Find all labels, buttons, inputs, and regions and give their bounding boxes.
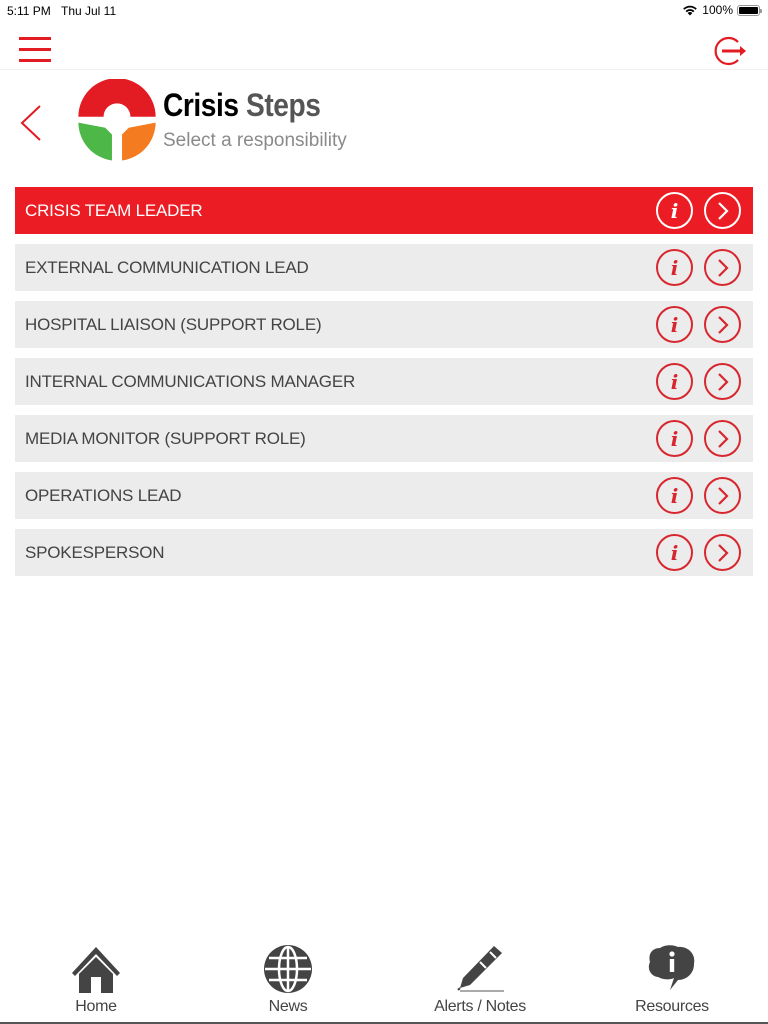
- menu-button[interactable]: [19, 37, 51, 63]
- chevron-right-icon: [716, 372, 730, 392]
- responsibility-label: SPOKESPERSON: [25, 542, 165, 562]
- next-button[interactable]: [704, 192, 741, 229]
- chevron-right-icon: [716, 201, 730, 221]
- responsibility-row[interactable]: [15, 472, 753, 519]
- info-button[interactable]: [656, 363, 693, 400]
- title-crisis: Crisis: [163, 87, 239, 123]
- tab-label: Resources: [635, 998, 709, 1015]
- responsibility-list: [15, 187, 753, 586]
- page-header: [0, 70, 768, 180]
- status-time: 5:11 PM: [7, 4, 51, 18]
- chevron-right-icon: [716, 429, 730, 449]
- tab-label: Alerts / Notes: [434, 998, 526, 1015]
- top-nav: [0, 22, 768, 70]
- tab-home[interactable]: [36, 944, 156, 1016]
- status-right: [682, 3, 760, 17]
- tab-resources[interactable]: [612, 944, 732, 1016]
- responsibility-label: EXTERNAL COMMUNICATION LEAD: [25, 257, 309, 277]
- tab-label: Home: [75, 998, 117, 1015]
- responsibility-label: INTERNAL COMMUNICATIONS MANAGER: [25, 371, 356, 391]
- chevron-right-icon: [716, 258, 730, 278]
- chevron-right-icon: [716, 543, 730, 563]
- info-icon: i: [670, 312, 679, 337]
- responsibility-label: HOSPITAL LIAISON (SUPPORT ROLE): [25, 314, 322, 334]
- info-button[interactable]: [656, 306, 693, 343]
- chevron-right-icon: [716, 486, 730, 506]
- info-button[interactable]: [656, 249, 693, 286]
- responsibility-label: CRISIS TEAM LEADER: [25, 200, 203, 220]
- responsibility-row[interactable]: [15, 529, 753, 576]
- tab-alerts-notes[interactable]: [420, 944, 540, 1016]
- next-button[interactable]: [704, 306, 741, 343]
- info-icon: i: [670, 426, 679, 451]
- battery-icon: [737, 5, 760, 16]
- responsibility-label: OPERATIONS LEAD: [25, 485, 182, 505]
- info-button[interactable]: [656, 477, 693, 514]
- info-icon: i: [670, 483, 679, 508]
- next-button[interactable]: [704, 420, 741, 457]
- battery-percent: 100%: [702, 3, 733, 17]
- wifi-icon: [682, 4, 698, 16]
- next-button[interactable]: [704, 249, 741, 286]
- crisis-steps-logo: [75, 79, 159, 163]
- pen-icon: [450, 944, 510, 994]
- responsibility-row[interactable]: [15, 358, 753, 405]
- next-button[interactable]: [704, 477, 741, 514]
- responsibility-row[interactable]: [15, 187, 753, 234]
- chevron-right-icon: [716, 315, 730, 335]
- status-bar: [0, 0, 768, 22]
- info-icon: i: [670, 540, 679, 565]
- home-icon: [70, 944, 122, 994]
- back-button[interactable]: [18, 103, 44, 143]
- responsibility-label: MEDIA MONITOR (SUPPORT ROLE): [25, 428, 306, 448]
- info-icon: i: [670, 198, 679, 223]
- brain-info-icon: [646, 944, 698, 994]
- next-button[interactable]: [704, 534, 741, 571]
- info-button[interactable]: [656, 192, 693, 229]
- hamburger-icon: [19, 37, 51, 40]
- info-button[interactable]: [656, 534, 693, 571]
- info-icon: i: [670, 255, 679, 280]
- page-title: [163, 87, 320, 124]
- globe-icon: [262, 944, 314, 994]
- hamburger-line: [19, 48, 51, 51]
- info-icon: i: [670, 369, 679, 394]
- hamburger-line: [19, 59, 51, 62]
- responsibility-row[interactable]: [15, 301, 753, 348]
- tab-news[interactable]: [228, 944, 348, 1016]
- tab-label: News: [268, 998, 308, 1015]
- title-steps: Steps: [246, 87, 321, 123]
- logout-icon[interactable]: [712, 35, 748, 67]
- responsibility-row[interactable]: [15, 415, 753, 462]
- tab-bar: [0, 930, 768, 1024]
- responsibility-row[interactable]: [15, 244, 753, 291]
- next-button[interactable]: [704, 363, 741, 400]
- info-button[interactable]: [656, 420, 693, 457]
- status-date: Thu Jul 11: [61, 4, 117, 18]
- page-subtitle: Select a responsibility: [163, 130, 347, 151]
